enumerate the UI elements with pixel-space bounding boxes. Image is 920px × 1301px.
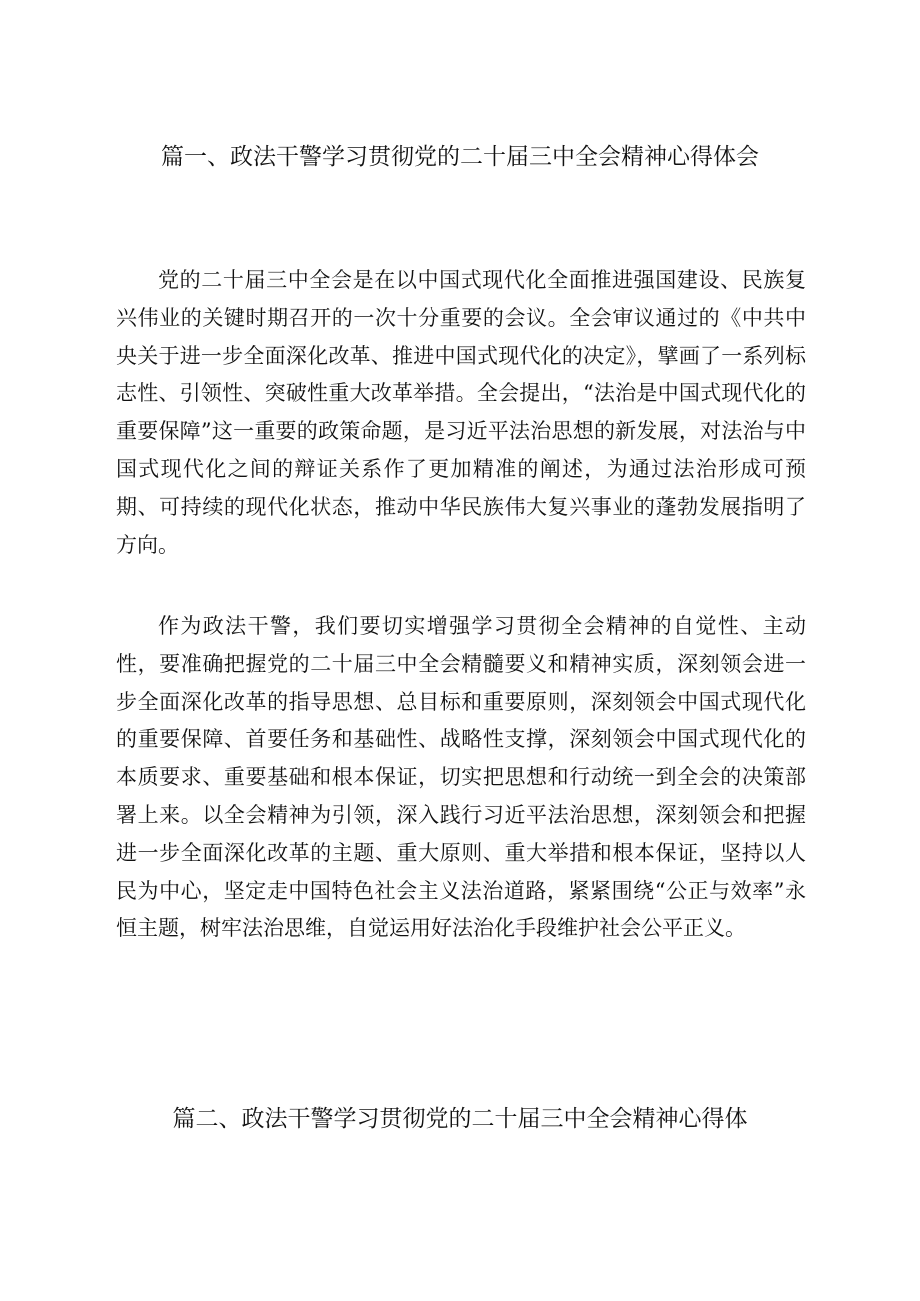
section-1-title: 篇一、政法干警学习贯彻党的二十届三中全会精神心得体会 xyxy=(161,144,759,170)
section-2-title: 篇二、政法干警学习贯彻党的二十届三中全会精神心得体 xyxy=(172,1106,748,1132)
paragraph-2: 作为政法干警，我们要切实增强学习贯彻全会精神的自觉性、主动性，要准确把握党的二十届三中全会精髓要义和精神实质，深刻领会进一步全面深化改革的指导思想、总目标和重要原则，深刻领会中国式现代化的重要保障、首要任务和基础性、战略性支撑，深刻领会中国式现代化的本质要求、重要基础和根本保证，切实把思想和行动统一到全会的决策部署上来。以全会精神为引领，深入践行习近平法治思想，深刻领会和把握进一步全面深化改革的主题、重大原则、重大举措和根本保证，坚持以人民为中心，坚定走中国特色社会主义法治道路，紧紧围绕“公正与效率”永恒主题，树牢法治思维，自觉运用好法治化手段维护社会公平正义。 xyxy=(116,614,806,941)
paragraph-1: 党的二十届三中全会是在以中国式现代化全面推进强国建设、民族复兴伟业的关键时期召开的一次十分重要的会议。全会审议通过的《中共中央关于进一步全面深化改革、推进中国式现代化的决定》，擘画了一系列标志性、引领性、突破性重大改革举措。全会提出，“法治是中国式现代化的重要保障”这一重要的政策命题，是习近平法治思想的新发展，对法治与中国式现代化之间的辩证关系作了更加精准的阐述，为通过法治形成可预期、可持续的现代化状态，推动中华民族伟大复兴事业的蓬勃发展指明了方向。 xyxy=(116,268,806,557)
